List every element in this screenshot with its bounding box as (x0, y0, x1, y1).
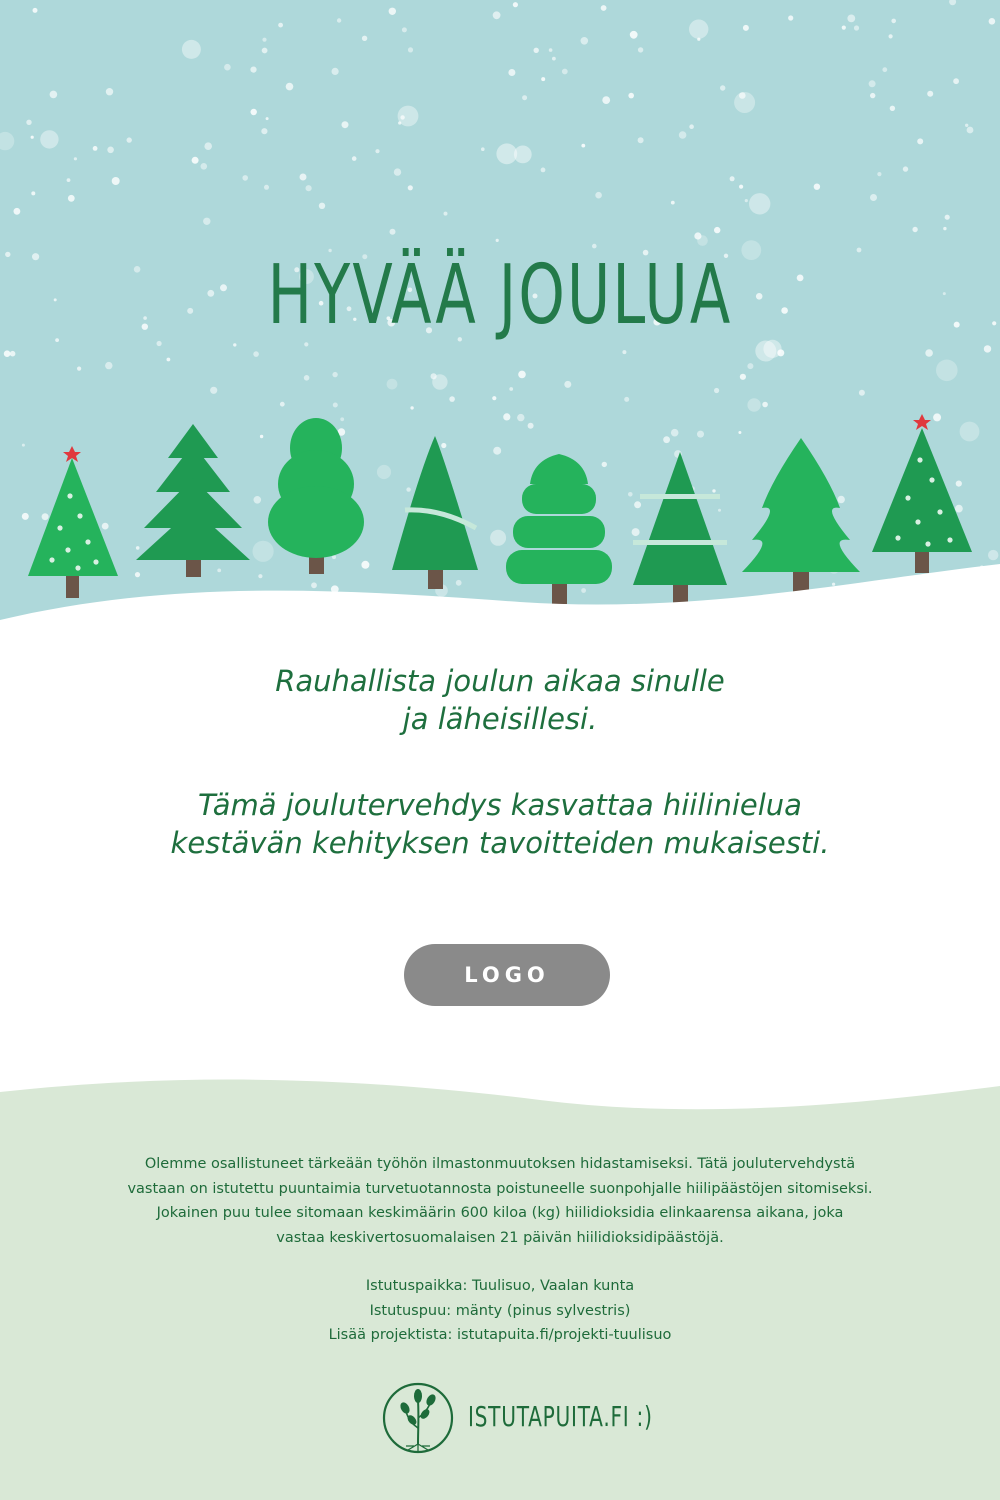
snowflake (74, 157, 77, 160)
snowflake (33, 8, 38, 13)
info-line: Olemme osallistuneet tärkeään työhön ilmastonmuutoksen hidastamiseksi. Tätä joulutervehdystä (144, 1156, 856, 1172)
snowflake (55, 338, 59, 342)
snow-hill (0, 540, 1000, 680)
snowflake (182, 40, 201, 59)
snowflake (93, 146, 98, 151)
snowflake (564, 381, 571, 388)
snowflake (253, 351, 259, 357)
brand-name: ISTUTAPUITA.FI :) (468, 1400, 653, 1433)
snowflake (734, 92, 755, 113)
snowflake (814, 184, 820, 190)
snowflake (870, 194, 877, 201)
snowflake (552, 57, 556, 61)
sapling-circle-icon (378, 1378, 458, 1458)
snowflake (107, 147, 114, 154)
snowflake (854, 25, 859, 30)
snowflake (444, 212, 448, 216)
snowflake (266, 117, 269, 120)
snowflake (342, 121, 349, 128)
snowflake (628, 93, 634, 99)
snowflake (917, 138, 923, 144)
snowflake (581, 37, 589, 45)
logo-button[interactable]: LOGO (404, 944, 610, 1006)
snowflake (332, 372, 337, 377)
snowflake (54, 298, 57, 301)
snowflake (481, 147, 485, 151)
card-title: HYVÄÄ JOULUA (267, 248, 733, 343)
snowflake (788, 15, 793, 20)
snowflake (936, 360, 958, 382)
snowflake (210, 387, 217, 394)
snowflake (319, 203, 325, 209)
snowflake (847, 15, 855, 23)
snowflake (891, 19, 896, 24)
snowflake (720, 85, 725, 90)
info-line: vastaan on istutettu puuntaimia turvetuotannosta poistuneelle suonpohjalle hiilipäästöjen sitomiseksi. (127, 1180, 873, 1197)
snowflake (949, 0, 956, 5)
snowflake (638, 47, 643, 52)
snowflake (601, 5, 607, 11)
snowflake (389, 8, 396, 15)
snowflake (967, 127, 974, 134)
snowflake (204, 142, 212, 150)
snowflake (390, 229, 396, 235)
snowflake (697, 38, 700, 41)
snowflake (167, 358, 171, 362)
info-text (60, 1152, 940, 1348)
snowflake (890, 106, 895, 111)
snowflake (870, 93, 875, 98)
snowflake (638, 137, 644, 143)
snowflake (534, 48, 539, 53)
snowflake (50, 91, 58, 99)
snowflake (127, 137, 132, 142)
snowflake (496, 239, 499, 242)
snowflake (224, 64, 231, 71)
snowflake (679, 131, 687, 139)
snowflake (431, 373, 437, 379)
snowflake (943, 292, 946, 295)
snowflake (10, 351, 16, 357)
snowflake (992, 321, 996, 325)
snowflake (26, 120, 31, 125)
snowflake (40, 130, 58, 148)
snowflake (402, 27, 407, 32)
snowflake (984, 345, 991, 352)
snowflake (398, 106, 419, 127)
snowflake (261, 128, 267, 134)
snowflake (945, 215, 950, 220)
snowflake (67, 178, 71, 182)
snowflake (5, 252, 10, 257)
greeting-message (0, 662, 1000, 862)
greeting-line: Tämä joulutervehdys kasvattaa hiilinielua (198, 788, 802, 822)
snowflake (304, 375, 310, 381)
snowflake (989, 18, 996, 25)
snowflake (32, 253, 39, 260)
snowflake (541, 77, 545, 81)
snowflake (549, 48, 553, 52)
snowflake (375, 149, 379, 153)
snowflake (31, 136, 34, 139)
snowflake (689, 124, 694, 129)
snowflake (714, 388, 719, 393)
snowflake (509, 387, 513, 391)
snowflake (518, 371, 526, 379)
planting-place: Istutuspaikka: Tuulisuo, Vaalan kunta (365, 1278, 635, 1294)
snowflake (730, 176, 735, 181)
snowflake (747, 363, 753, 369)
snowflake (394, 168, 401, 175)
snowflake (68, 195, 75, 202)
snowflake (743, 25, 749, 31)
snowflake (714, 227, 720, 233)
snowflake (508, 69, 515, 76)
snowflake (514, 146, 532, 164)
snowflake (777, 349, 784, 356)
snowflake (671, 201, 675, 205)
snowflake (278, 23, 283, 28)
snowflake (522, 95, 527, 100)
snowflake (882, 67, 887, 72)
snowflake (602, 96, 610, 104)
info-line: Jokainen puu tulee sitomaan keskimäärin 600 kiloa (kg) hiilidioksidia elinkaarensa aikana, joka (156, 1205, 844, 1221)
snowflake (562, 69, 568, 75)
snowflake (869, 80, 876, 87)
snowflake (4, 350, 11, 357)
snowflake (877, 172, 881, 176)
snowflake (953, 78, 959, 84)
snowflake (192, 157, 199, 164)
snowflake (740, 374, 746, 380)
snowflake (859, 390, 865, 396)
snowflake (689, 20, 708, 39)
snowflake (242, 175, 248, 181)
snowflake (201, 163, 208, 170)
snowflake (31, 191, 35, 195)
snowflake (332, 68, 339, 75)
snowflake (943, 227, 946, 230)
snowflake (912, 227, 917, 232)
snowflake (106, 88, 113, 95)
snowflake (262, 48, 268, 54)
snowflake (0, 132, 14, 150)
snowflake (513, 2, 518, 7)
snowflake (77, 367, 81, 371)
snowflake (925, 349, 933, 357)
snowflake (112, 177, 120, 185)
snowflake (203, 218, 210, 225)
snowflake (14, 208, 21, 215)
greeting-line: kestävän kehityksen tavoitteiden mukaisesti. (170, 826, 830, 860)
snowflake (541, 168, 546, 173)
snowflake (408, 47, 413, 52)
info-line: vastaa keskivertosuomalaisen 21 päivän hiilidioksidipäästöjä. (276, 1229, 724, 1246)
snowflake (903, 166, 908, 171)
snowflake (286, 83, 294, 91)
snowflake (352, 156, 357, 161)
snowflake (697, 235, 708, 246)
snowflake (965, 124, 968, 127)
snowflake (630, 31, 638, 39)
snowflake (387, 379, 398, 390)
snowflake (306, 185, 312, 191)
snowflake (581, 144, 585, 148)
greeting-line: Rauhallista joulun aikaa sinulle (275, 664, 725, 698)
snowflake (842, 26, 846, 30)
snowflake (408, 185, 413, 190)
planting-species: Istutuspuu: mänty (pinus sylvestris) (369, 1302, 631, 1319)
snowflake (739, 185, 743, 189)
snowflake (105, 362, 112, 369)
snowflake (264, 185, 269, 190)
snowflake (954, 322, 960, 328)
snowflake (362, 36, 367, 41)
snowflake (927, 91, 933, 97)
snowflake (233, 343, 236, 346)
snowflake (889, 34, 893, 38)
snowflake (622, 350, 626, 354)
greeting-line: ja läheisillesi. (402, 702, 598, 736)
project-link[interactable]: Lisää projektista: istutapuita.fi/projekti-tuulisuo (328, 1327, 672, 1343)
snowflake (251, 109, 257, 115)
snowflake (595, 192, 602, 199)
snowflake (337, 18, 341, 22)
snowflake (300, 174, 307, 181)
snowflake (749, 193, 770, 214)
snowflake (493, 11, 501, 19)
brand-logo[interactable] (378, 1378, 653, 1458)
snowflake (250, 67, 256, 73)
snowflake (745, 199, 748, 202)
snowflake (262, 38, 266, 42)
